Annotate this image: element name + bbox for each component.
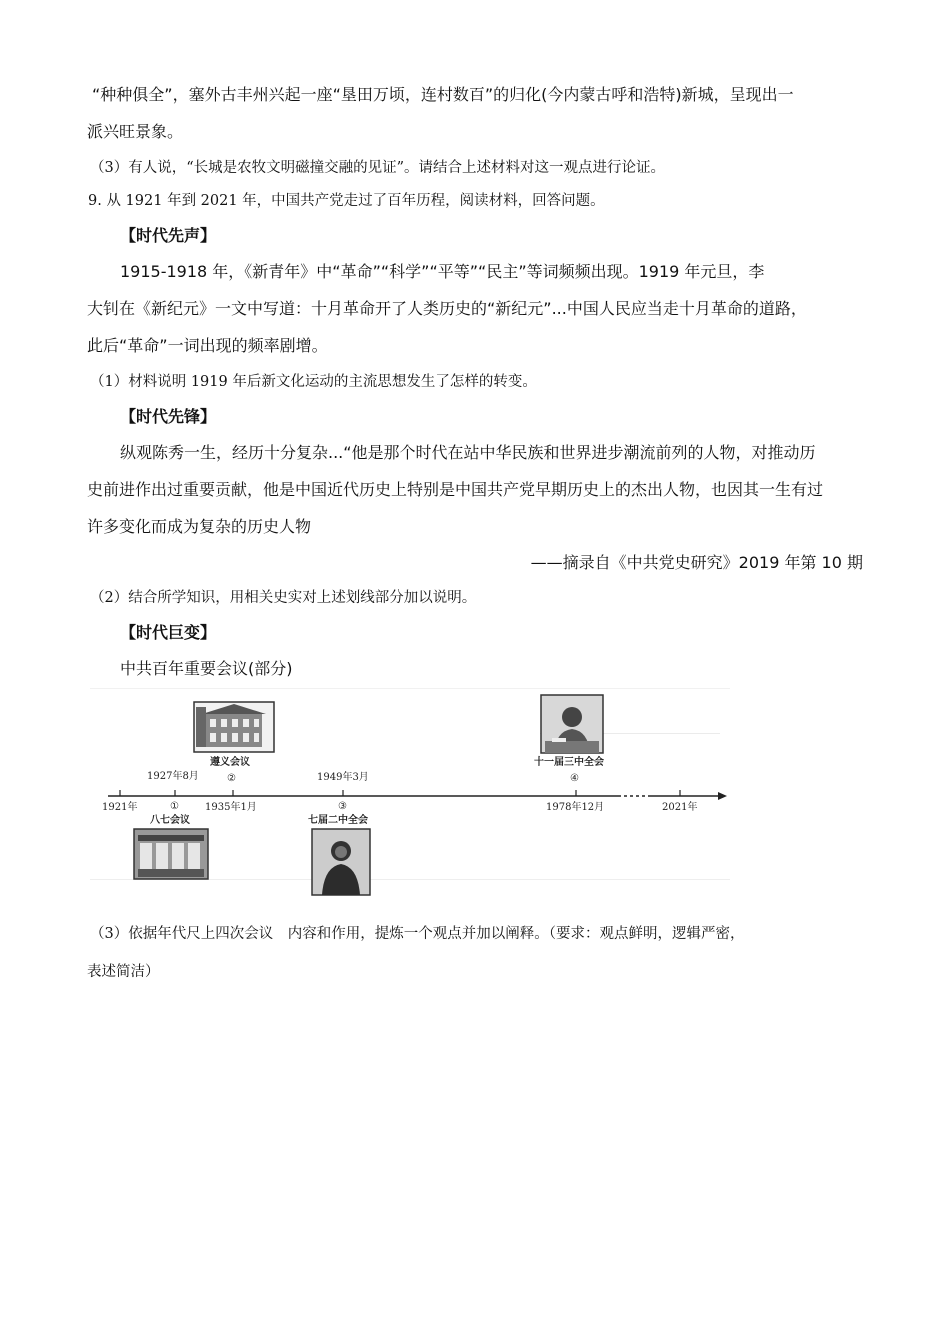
section-heading: 【时代先锋】 [120, 407, 217, 426]
marker-2: ② [227, 773, 236, 784]
year-label-1927: 1927年8月 [147, 771, 199, 782]
question-text: 表述简洁） [87, 964, 160, 980]
text-line: 大钊在《新纪元》一文中写道：十月革命开了人类历史的“新纪元”...中国人民应当走十月革命的道路， [87, 299, 807, 318]
timeline-figure [90, 683, 730, 898]
marker-4: ④ [570, 773, 579, 784]
year-label-1935: 1935年1月 [205, 802, 257, 813]
text-line: 派兴旺景象。 [87, 122, 184, 141]
meeting-label-bq: 八七会议 [150, 815, 190, 826]
year-label-1949: 1949年3月 [317, 772, 369, 783]
text-line: “种种俱全”，塞外古丰州兴起一座“垦田万顷，连村数百”的归化(今内蒙古呼和浩特)新城，呈现出一 [92, 85, 794, 104]
text-line: 纵观陈秀一生，经历十分复杂...“他是那个时代在站中华民族和世界进步潮流前列的人物，对推动历 [120, 443, 816, 462]
mao-portrait-photo [312, 829, 370, 895]
year-label-1921: 1921年 [102, 802, 138, 813]
text-line: 史前进作出过重要贡献，他是中国近代历史上特别是中国共产党早期历史上的杰出人物，也因其一生有过 [87, 480, 824, 499]
marker-3: ③ [338, 801, 347, 812]
marker-1: ① [170, 801, 179, 812]
text-line: 此后“革命”一词出现的频率剧增。 [87, 336, 328, 355]
question-text: （1）材料说明 1919 年后新文化运动的主流思想发生了怎样的转变。 [90, 374, 537, 390]
plenum-portrait-photo [541, 695, 603, 753]
meeting-label-qj: 七届二中全会 [308, 815, 368, 826]
year-label-1978: 1978年12月 [546, 802, 605, 813]
meeting-label-zy: 遵义会议 [210, 757, 250, 768]
baqi-meeting-room-photo [134, 829, 208, 879]
section-heading: 【时代先声】 [120, 226, 217, 245]
question-9-stem: 9. 从 1921 年到 2021 年，中国共产党走过了百年历程，阅读材料，回答问题。 [88, 193, 605, 209]
zunyi-building-photo [194, 702, 274, 752]
source-citation: ——摘录自《中共党史研究》2019 年第 10 期 [530, 553, 863, 572]
question-text: （3）依据年代尺上四次会议 内容和作用，提炼一个观点并加以阐释。（要求：观点鲜明，逻辑严密， [90, 926, 745, 942]
text-line: 许多变化而成为复杂的历史人物 [87, 517, 312, 536]
question-text: （2）结合所学知识，用相关史实对上述划线部分加以说明。 [90, 590, 477, 606]
question-text: （3）有人说，“长城是农牧文明磁撞交融的见证”。请结合上述材料对这一观点进行论证。 [90, 160, 666, 176]
timeline-arrow-icon [718, 792, 727, 800]
meeting-label-sy: 十一届三中全会 [534, 757, 604, 768]
chart-title: 中共百年重要会议(部分) [120, 659, 293, 678]
text-line: 1915-1918 年，《新青年》中“革命”“科学”“平等”“民主”等词频频出现。1919 年元旦，李 [120, 262, 765, 281]
year-label-2021: 2021年 [662, 802, 698, 813]
section-heading: 【时代巨变】 [120, 623, 217, 642]
